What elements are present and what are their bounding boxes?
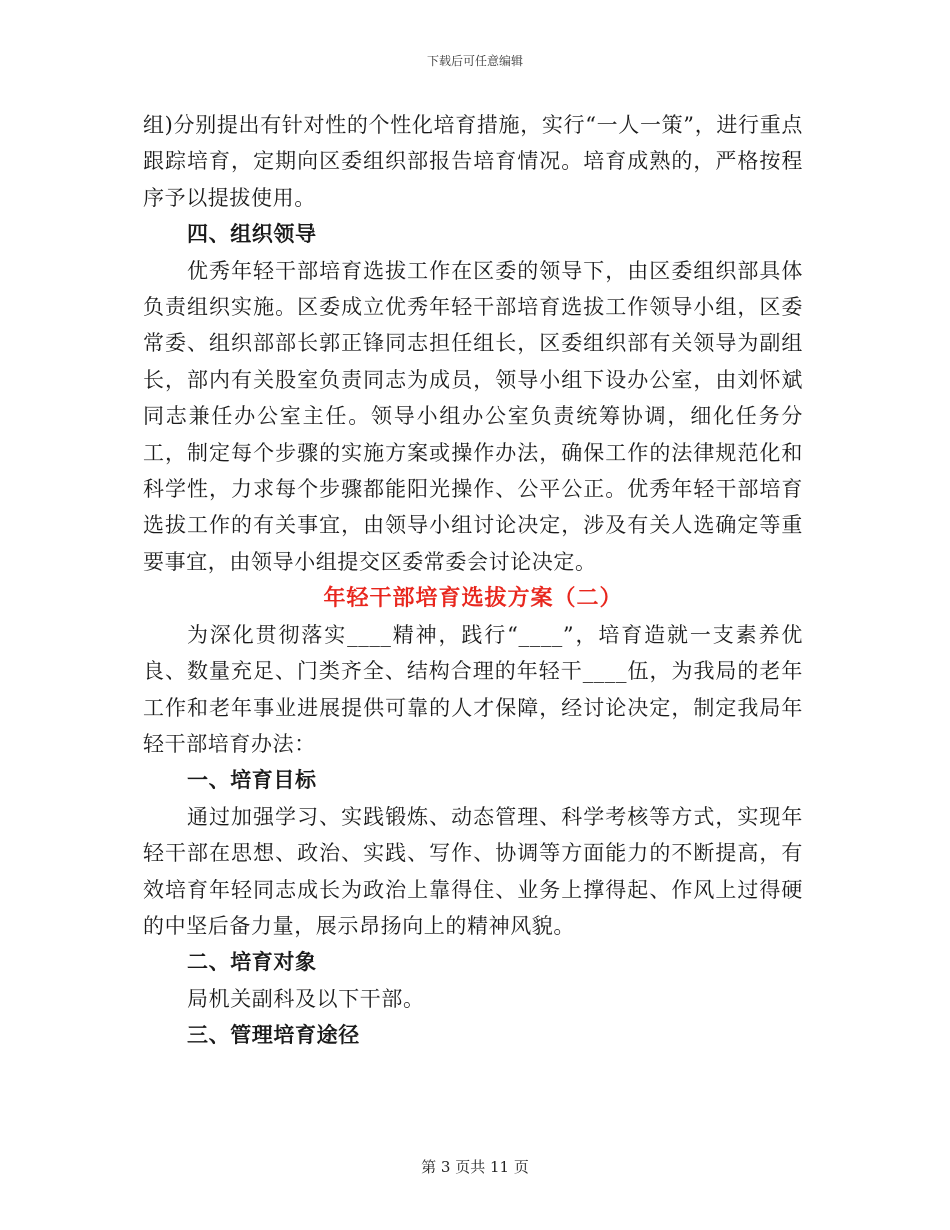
paragraph-leadership-group: 优秀年轻干部培育选拔工作在区委的领导下，由区委组织部具体负责组织实施。区委成立优秀年轻干部培育选拔工作领导小组，区委常委、组织部部长郭正锋同志担任组长，区委组织部有关领导为副组长，部内有关股室负责同志为成员，领导小组下设办公室，由刘怀斌同志兼任办公室主任。领导小组办公室负责统筹协调，细化任务分工，制定每个步骤的实施方案或操作办法，确保工作的法律规范化和科学性，力求每个步骤都能阳光操作、公平公正。优秀年轻干部培育选拔工作的有关事宜，由领导小组讨论决定，涉及有关人选确定等重要事宜，由领导小组提交区委常委会讨论决定。 (143, 258, 803, 574)
page-header: 下载后可任意编辑 (426, 54, 523, 68)
heading-management-paths: 三、管理培育途径 (187, 1023, 360, 1048)
paragraph-goals: 通过加强学习、实践锻炼、动态管理、科学考核等方式，实现年轻干部在思想、政治、实践、写作、协调等方面能力的不断提高，有效培育年轻同志成长为政治上靠得住、业务上撑得起、作风上过得硬的中坚后备力量，展示昂扬向上的精神风貌。 (143, 804, 803, 938)
paragraph-introduction: 为深化贯彻落实____精神，践行“____”，培育造就一支素养优良、数量充足、门类齐全、结构合理的年轻干____伍，为我局的老年工作和老年事业进展提供可靠的人才保障，经讨论决定，制定我局年轻干部培育办法： (143, 622, 803, 756)
paragraph-targets: 局机关副科及以下干部。 (187, 986, 425, 1011)
page-number: 第 3 页共 11 页 (421, 1158, 529, 1176)
heading-organization-leadership: 四、组织领导 (187, 222, 317, 247)
heading-cultivation-goals: 一、培育目标 (187, 768, 317, 793)
heading-cultivation-targets: 二、培育对象 (187, 950, 317, 975)
document-title-plan-two: 年轻干部培育选拔方案（二） (323, 585, 623, 612)
document-body (143, 107, 803, 1054)
paragraph-cultivation-measures: 组)分别提出有针对性的个性化培育措施，实行“一人一策”，进行重点跟踪培育，定期向区委组织部报告培育情况。培育成熟的，严格按程序予以提拔使用。 (143, 113, 803, 210)
